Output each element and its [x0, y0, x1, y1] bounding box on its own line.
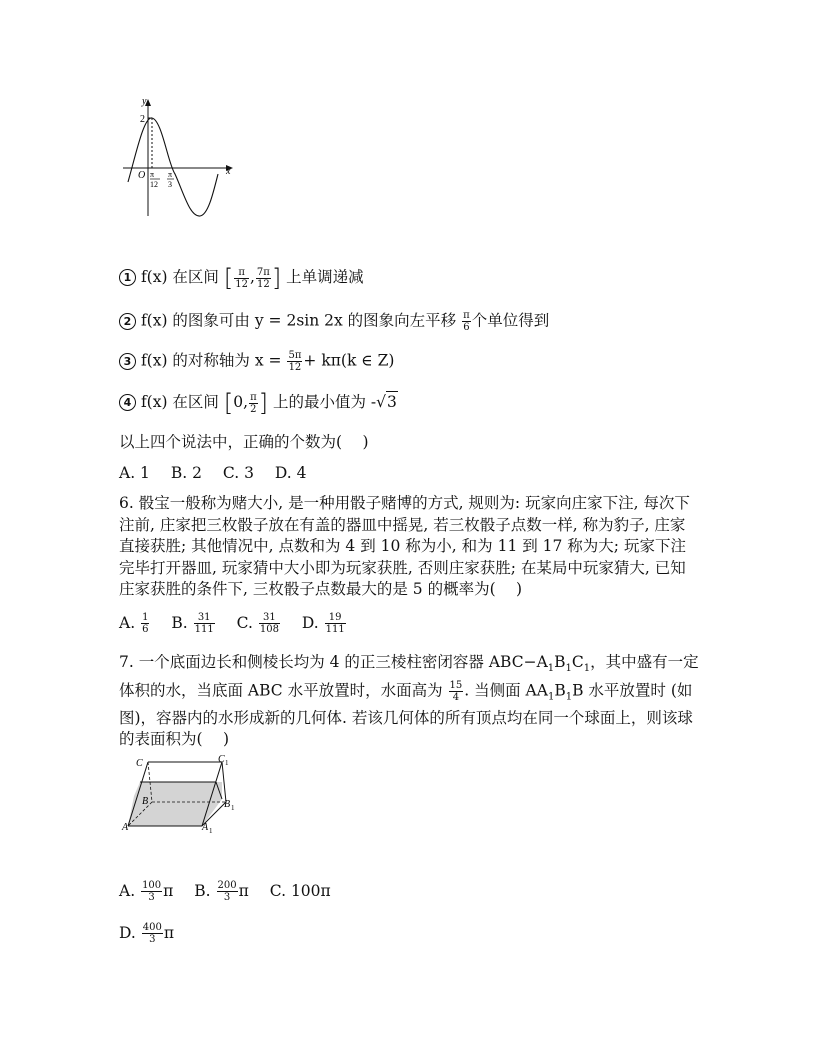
vertex-C: C	[136, 758, 143, 769]
circled-number: 3	[119, 353, 136, 370]
x-axis-label: x	[226, 166, 231, 177]
statement-2: 2 f(x) 的图象可由 y = 2sin 2x 的图象向左平移 $\frac{\pi}{6}$ 个单位得到	[119, 310, 549, 333]
q6-option-d[interactable]: D. $\frac{19}{111}$	[301, 612, 345, 635]
circled-number: 1	[119, 269, 136, 286]
q5-option-c[interactable]: C. 3	[222, 464, 254, 482]
q7-option-a[interactable]: A. $\frac{100}{3}$ π	[119, 880, 174, 903]
y-axis-label: y	[142, 96, 147, 107]
q6-option-b[interactable]: B. $\frac{31}{111}$	[171, 612, 214, 635]
tick-pi-12-num: π	[150, 170, 155, 179]
q5-option-b[interactable]: B. 2	[170, 464, 202, 482]
q5-option-d[interactable]: D. 4	[274, 464, 307, 482]
q7-options	[119, 880, 347, 903]
tick-pi-12-den: 12	[150, 180, 158, 189]
q6-options	[119, 612, 363, 635]
circled-number: 4	[119, 394, 136, 411]
sine-curve	[128, 118, 218, 216]
vertex-C1: C	[218, 754, 225, 765]
q5-options	[119, 463, 322, 484]
svg-text:1: 1	[231, 804, 235, 812]
vertex-A: A	[122, 822, 129, 833]
q7-option-d[interactable]: D. $\frac{400}{3}$ π	[119, 922, 175, 945]
q6-option-a[interactable]: A. $\frac{1}{6}$	[119, 612, 149, 635]
svg-text:1: 1	[225, 759, 229, 767]
q7-option-c[interactable]: C. 100π	[269, 881, 331, 900]
vertex-B: B	[142, 796, 149, 807]
circled-number: 2	[119, 313, 136, 330]
sine-graph-figure	[118, 94, 242, 224]
tick-pi-3-den: 3	[168, 180, 172, 189]
q6-option-c[interactable]: C. $\frac{31}{108}$	[236, 612, 279, 635]
vertex-B1: B	[224, 799, 231, 810]
q7-question-text: 7. 一个底面边长和侧棱长均为 4 的正三棱柱密闭容器 $ABC-A_1B_1C_1$，其中盛有一定体积的水，当底面 ABC 水平放置时，水面高为 $\frac{15}{4}$ . 当侧面 $AA_1B_1B$ 水平放置时 (如图)，容器内的水形成新的几何体. 若该几何体的所有顶点均在同一个球面上，则该球的表面积为( )	[119, 653, 699, 749]
tick-pi-3-num: π	[168, 170, 173, 179]
q7-option-d-line	[119, 922, 190, 945]
svg-text:1: 1	[209, 827, 213, 835]
origin-label: O	[138, 170, 146, 181]
q6-question-text: 6. 骰宝一般称为赌大小, 是一种用骰子赌博的方式, 规则为: 玩家向庄家下注, 每次下注前, 庄家把三枚骰子放在有盖的器皿中摇晃, 若三枚骰子点数一样, 称为豹子, 庄家直接获胜; 其他情况中, 点数和为 4 到 10 称为小, 和为 11 到 17 称为大; 玩家下注完毕打开器皿, 玩家猜中大小即为玩家获胜, 否则庄家获胜; 在某局中玩家猜大, 已知庄家获胜的条件下, 三枚骰子点数最大的是 5 的概率为( )	[119, 494, 690, 598]
vertex-A1: A	[202, 822, 209, 833]
prism-figure	[118, 752, 248, 842]
statement-4: 4 f(x) 在区间 [0, $\frac{\pi}{2}$ ] 上的最小值为 -√3	[119, 391, 398, 415]
q5-option-a[interactable]: A. 1	[119, 464, 150, 482]
q5-question-tail: 以上四个说法中，正确的个数为( )	[119, 433, 369, 451]
statement-1: 1 f(x) 在区间 [ $\frac{\pi}{12}$ , $\frac{7\pi}{12}$ ] 上单调递减	[119, 266, 364, 290]
q7-option-b[interactable]: B. $\frac{200}{3}$ π	[194, 880, 249, 903]
statement-3: 3 f(x) 的对称轴为 x = $\frac{5\pi}{12}$ + kπ(k ∈ Z)	[119, 350, 394, 373]
max-value-label: 2	[140, 114, 145, 125]
